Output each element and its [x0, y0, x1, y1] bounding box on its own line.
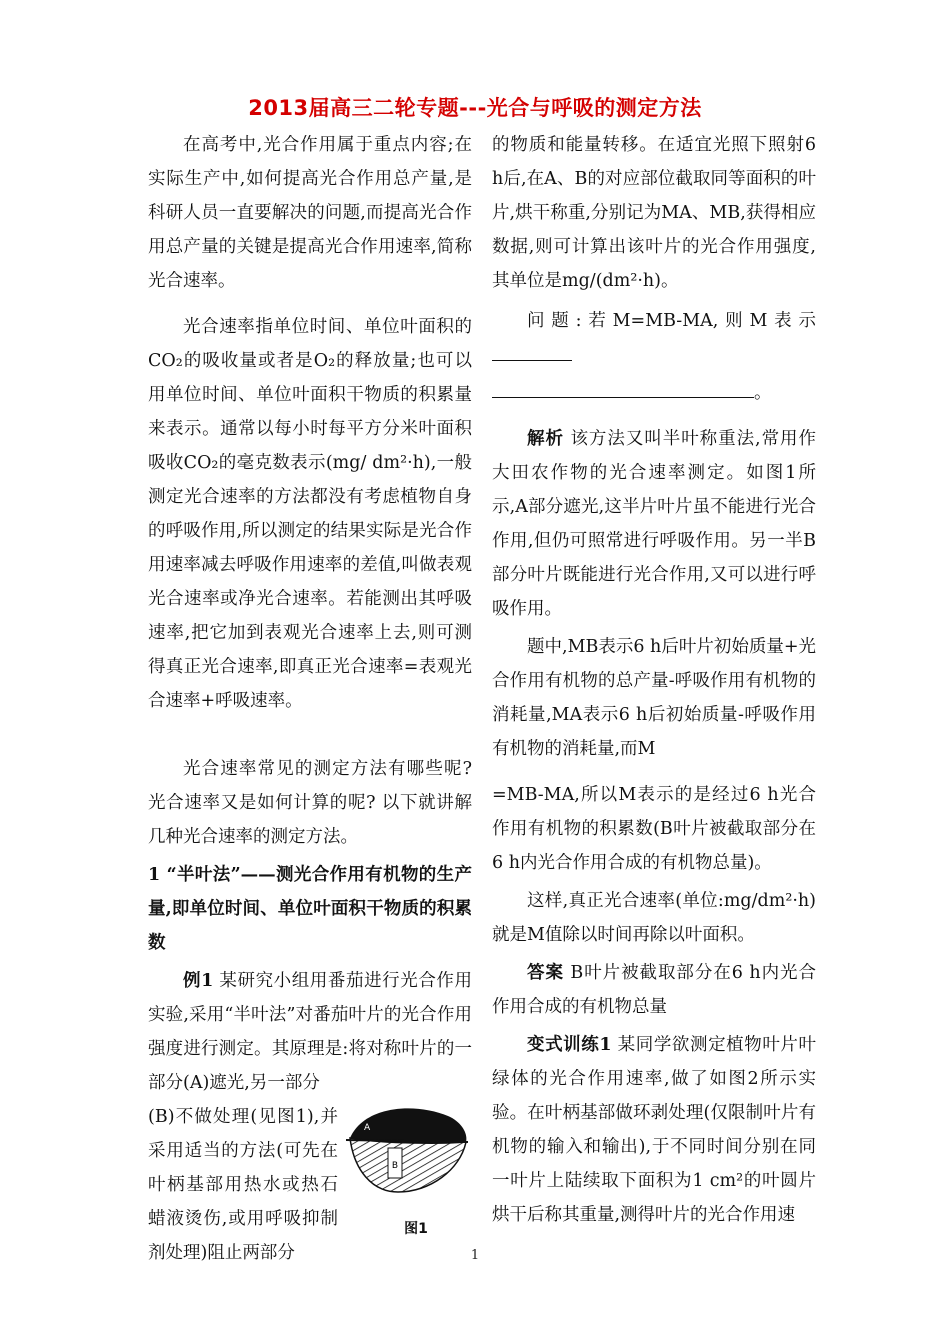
continuation-paragraph: 的物质和能量转移。在适宜光照下照射6 h后,在A、B的对应部位截取同等面积的叶片,烘干称重,分别记为MA、MB,获得相应数据,则可计算出该叶片的光合作用强度,其单位是mg/(dm²·h)。 [492, 135, 816, 291]
answer-text: B叶片被截取部分在6 h内光合作用合成的有机物总量 [492, 963, 816, 1017]
answer-paragraph [492, 956, 816, 1024]
analysis-text: 该方法又叫半叶称重法,常用作大田农作物的光合速率测定。如图1所示,A部分遮光,这半片叶片虽不能进行光合作用,但仍可照常进行呼吸作用。另一半B部分叶片既能进行光合作用,又可以进行呼吸作用。 [492, 429, 816, 619]
hatched-half-b [350, 1138, 466, 1192]
variant-paragraph [492, 1028, 816, 1232]
question-line-2 [492, 375, 816, 410]
figure-block [148, 1100, 472, 1270]
mb-paragraph: 题中,MB表示6 h后叶片初始质量+光合作用有机物的总产量-呼吸作用有机物的消耗量,MA表示6 h后初始质量-呼吸作用有机物的消耗量,而M [492, 637, 816, 759]
answer-blank-2 [492, 375, 754, 398]
label-a: A [364, 1123, 371, 1133]
variant-label: 变式训练1 [527, 1035, 612, 1055]
right-column [492, 128, 816, 1232]
variant-text: 某同学欲测定植物叶片叶绿体的光合作用速率,做了如图2所示实验。在叶柄基部做环剥处理(仅限制叶片有机物的输入和输出),于不同时间分别在同一叶片上陆续取下面积为1 cm²的叶圆片烘干后称其重量,测得叶片的光合作用速 [492, 1035, 816, 1225]
question-line [492, 304, 816, 373]
section-heading-half-leaf: 1 “半叶法”——测光合作用有机物的生产量,即单位时间、单位叶面积干物质的积累数 [148, 865, 472, 953]
real-rate-paragraph: 这样,真正光合速率(单位:mg/dm²·h)就是M值除以时间再除以叶面积。 [492, 891, 816, 945]
definition-paragraph: 光合速率指单位时间、单位叶面积的CO₂的吸收量或者是O₂的释放量;也可以用单位时间、单位叶面积干物质的积累量来表示。通常以每小时每平方分米叶面积吸收CO₂的毫克数表示(mg/ dm²·h),一般测定光合速率的方法都没有考虑植物自身的呼吸作用,所以测定的结果实际是光合作用速率减去呼吸作用速率的差值,叫做表观光合速率或净光合速率。若能测出其呼吸速率,把它加到表观光合速率上去,则可测得真正光合速率,即真正光合速率=表观光合速率+呼吸速率。 [148, 317, 472, 711]
question-text: 问题:若M=MB-MA,则M表示 [527, 311, 816, 331]
answer-label: 答案 [527, 963, 564, 983]
question-end: 。 [754, 383, 772, 403]
example-1-paragraph [148, 964, 472, 1100]
m-paragraph: =MB-MA,所以M表示的是经过6 h光合作用有机物的积累数(B叶片被截取部分在6 h内光合作用合成的有机物总量)。 [492, 785, 816, 873]
label-b: B [391, 1161, 399, 1171]
example-text: 某研究小组用番茄进行光合作用实验,采用“半叶法”对番茄叶片的光合作用强度进行测定。其原理是:将对称叶片的一部分(A)遮光,另一部分 [148, 971, 472, 1093]
figure-caption: 图1 [404, 1221, 428, 1237]
analysis-label: 解析 [527, 429, 564, 449]
analysis-paragraph [492, 422, 816, 626]
figure-side-text: (B)不做处理(见图1),并采用适当的方法(可先在叶柄基部用热水或热石蜡液烫伤,或用呼吸抑制剂处理)阻止两部分 [148, 1107, 338, 1263]
intro-paragraph: 在高考中,光合作用属于重点内容;在实际生产中,如何提高光合作用总产量,是科研人员一直要解决的问题,而提高光合作用总产量的关键是提高光合作用速率,简称光合速率。 [148, 135, 472, 291]
methods-question-paragraph: 光合速率常见的测定方法有哪些呢? 光合速率又是如何计算的呢? 以下就讲解几种光合速率的测定方法。 [148, 759, 472, 847]
page-number: 1 [470, 1248, 480, 1263]
answer-blank [492, 338, 572, 361]
figure-1 [342, 1100, 472, 1238]
leaf-diagram [344, 1100, 470, 1204]
left-column [148, 128, 472, 1270]
example-label: 例1 [183, 971, 214, 991]
page-title: 2013届高三二轮专题---光合与呼吸的测定方法 [248, 96, 702, 120]
